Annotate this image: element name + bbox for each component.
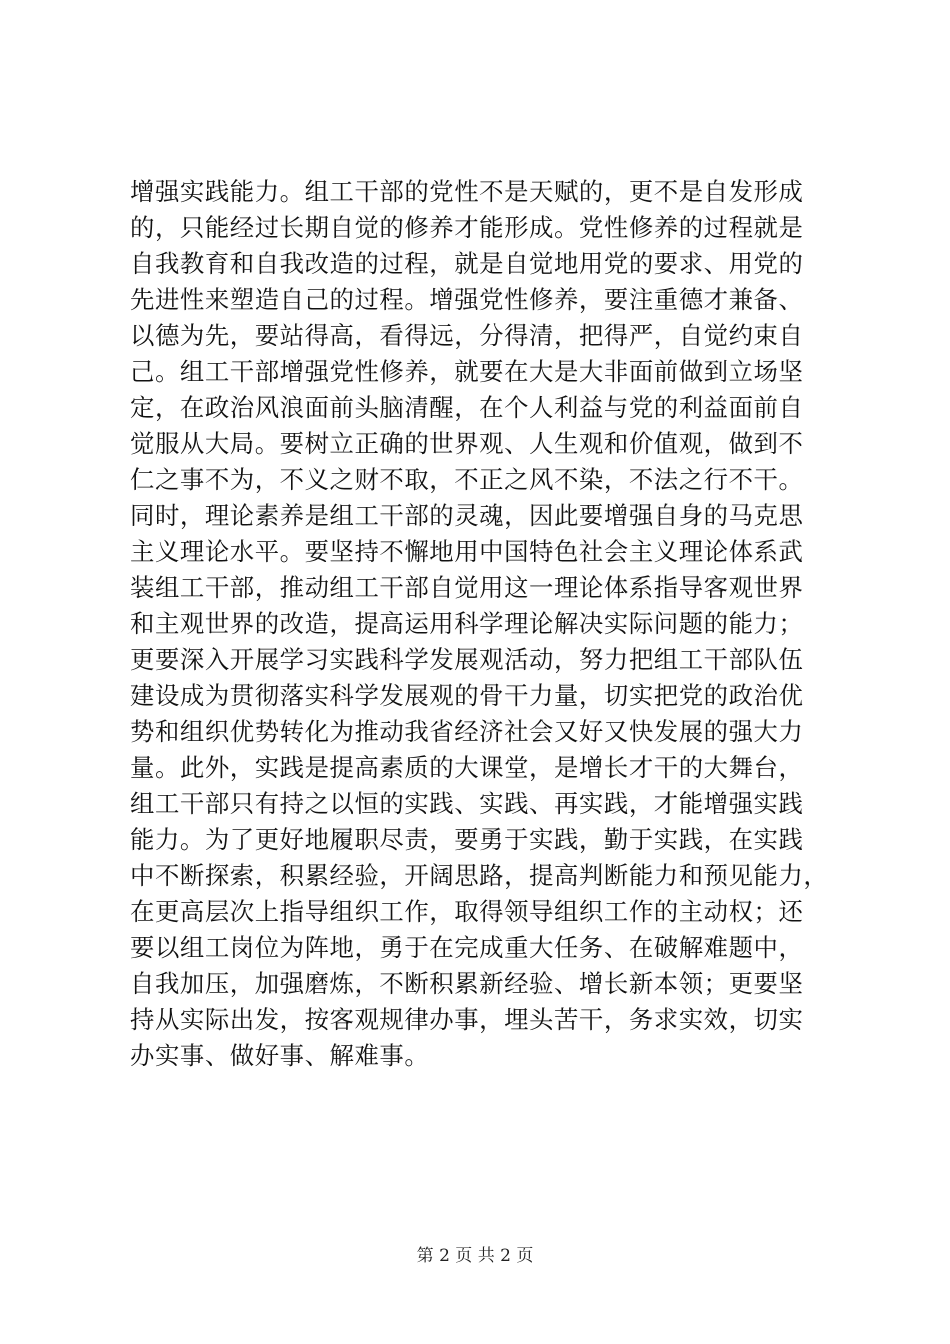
text-line: 装组工干部，推动组工干部自觉用这一理论体系指导客观世界 bbox=[130, 573, 804, 602]
text-line: 建设成为贯彻落实科学发展观的骨干力量，切实把党的政治优 bbox=[130, 681, 804, 710]
text-line: 能力。为了更好地履职尽责，要勇于实践，勤于实践，在实践 bbox=[130, 825, 804, 854]
text-line: 自我教育和自我改造的过程，就是自觉地用党的要求、用党的 bbox=[130, 249, 804, 278]
text-line: 组工干部只有持之以恒的实践、实践、再实践，才能增强实践 bbox=[130, 789, 804, 818]
text-line: 觉服从大局。要树立正确的世界观、人生观和价值观，做到不 bbox=[130, 429, 804, 458]
text-line: 在更高层次上指导组织工作，取得领导组织工作的主动权；还 bbox=[130, 897, 804, 926]
text-line: 中不断探索，积累经验，开阔思路，提高判断能力和预见能力， bbox=[130, 861, 829, 890]
text-line: 和主观世界的改造，提高运用科学理论解决实际问题的能力； bbox=[130, 609, 804, 638]
text-line: 自我加压，加强磨炼，不断积累新经验、增长新本领；更要坚 bbox=[130, 969, 804, 998]
text-line: 己。组工干部增强党性修养，就要在大是大非面前做到立场坚 bbox=[130, 357, 804, 386]
text-line: 定，在政治风浪面前头脑清醒，在个人利益与党的利益面前自 bbox=[130, 393, 804, 422]
text-line: 仁之事不为，不义之财不取，不正之风不染，不法之行不干。 bbox=[130, 465, 804, 494]
text-line: 要以组工岗位为阵地，勇于在完成重大任务、在破解难题中， bbox=[130, 933, 804, 962]
text-line: 以德为先，要站得高，看得远，分得清，把得严，自觉约束自 bbox=[130, 321, 804, 350]
text-line: 势和组织优势转化为推动我省经济社会又好又快发展的强大力 bbox=[130, 717, 804, 746]
text-line: 主义理论水平。要坚持不懈地用中国特色社会主义理论体系武 bbox=[130, 537, 804, 566]
text-line: 增强实践能力。组工干部的党性不是天赋的，更不是自发形成 bbox=[130, 177, 804, 206]
text-line: 先进性来塑造自己的过程。增强党性修养，要注重德才兼备、 bbox=[130, 285, 804, 314]
text-line: 办实事、做好事、解难事。 bbox=[130, 1041, 430, 1070]
text-line: 的，只能经过长期自觉的修养才能形成。党性修养的过程就是 bbox=[130, 213, 804, 242]
text-line: 持从实际出发，按客观规律办事，埋头苦干，务求实效，切实 bbox=[130, 1005, 804, 1034]
text-line: 更要深入开展学习实践科学发展观活动，努力把组工干部队伍 bbox=[130, 645, 804, 674]
body-text bbox=[130, 174, 830, 1074]
page-footer: 第 2 页 共 2 页 bbox=[416, 1246, 534, 1266]
text-line: 同时，理论素养是组工干部的灵魂，因此要增强自身的马克思 bbox=[130, 501, 804, 530]
text-line: 量。此外，实践是提高素质的大课堂，是增长才干的大舞台， bbox=[130, 753, 804, 782]
